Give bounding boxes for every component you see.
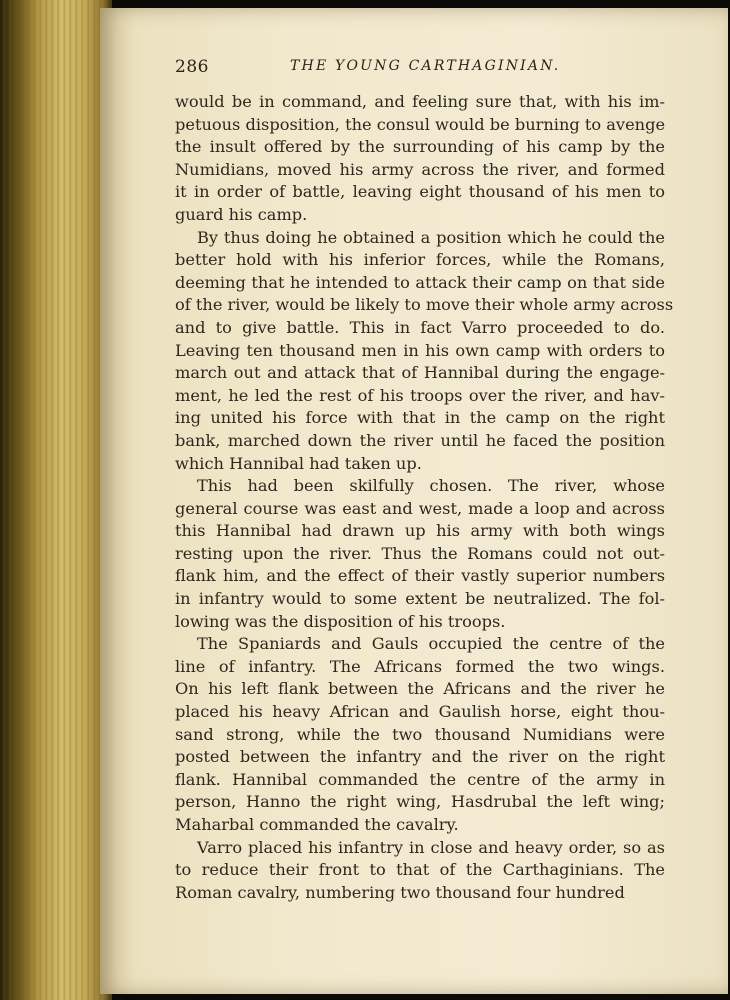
text-line: resting upon the river. Thus the Romans could not out- (175, 543, 665, 563)
text-line: march out and attack that of Hannibal during the engage- (175, 363, 665, 383)
body-text (175, 91, 674, 904)
paragraph (175, 227, 674, 476)
text-line: posted between the infantry and the river on the right (175, 747, 665, 767)
text-line: Roman cavalry, numbering two thousand four hundred (175, 882, 625, 902)
text-line: and to give battle. This in fact Varro proceeded to do. (175, 317, 665, 337)
text-line: Numidians, moved his army across the river, and formed (175, 159, 665, 179)
text-line: which Hannibal had taken up. (175, 453, 422, 473)
text-line: bank, marched down the river until he faced the position (175, 430, 665, 450)
text-line: general course was east and west, made a loop and across (175, 498, 665, 518)
text-line: The Spaniards and Gauls occupied the centre of the (197, 634, 665, 654)
text-line: person, Hanno the right wing, Hasdrubal the left wing; (175, 792, 665, 812)
text-line: in infantry would to some extent be neutralized. The fol- (175, 589, 665, 609)
text-line: placed his heavy African and Gaulish horse, eight thou- (175, 702, 665, 722)
text-line: better hold with his inferior forces, while the Romans, (175, 250, 665, 270)
text-line: this Hannibal had drawn up his army with both wings (175, 521, 665, 541)
text-line: lowing was the disposition of his troops. (175, 611, 506, 631)
page-header (175, 57, 665, 81)
text-line: ing united his force with that in the camp on the right (175, 408, 665, 428)
text-line: On his left flank between the Africans and the river he (175, 679, 665, 699)
text-line: guard his camp. (175, 204, 308, 224)
text-line: to reduce their front to that of the Carthaginians. The (175, 860, 665, 880)
text-line: flank. Hannibal commanded the centre of the army in (175, 769, 665, 789)
running-title: THE YOUNG CARTHAGINIAN. (290, 58, 561, 74)
text-line: of the river, would be likely to move their whole army across (175, 295, 674, 315)
page-number: 286 (175, 57, 209, 77)
paragraph (175, 91, 665, 227)
text-line: flank him, and the effect of their vastly superior numbers (175, 566, 665, 586)
text-line: would be in command, and feeling sure that, with his im- (175, 92, 665, 111)
text-line: deeming that he intended to attack their camp on that side (175, 272, 665, 292)
text-line: petuous disposition, the consul would be burning to avenge (175, 114, 666, 134)
text-line: By thus doing he obtained a position which he could the (197, 227, 665, 247)
text-line: This had been skilfully chosen. The river, whose (197, 476, 665, 496)
text-line: it in order of battle, leaving eight thousand of his men to (175, 182, 665, 202)
text-line: Leaving ten thousand men in his own camp with orders to (175, 340, 665, 360)
text-line: sand strong, while the two thousand Numidians were (175, 724, 665, 744)
paragraph (175, 633, 665, 836)
text-line: the insult offered by the surrounding of his camp by the (175, 137, 665, 157)
paragraph (175, 475, 665, 633)
text-line: line of infantry. The Africans formed the two wings. (175, 656, 665, 676)
paragraph (175, 837, 665, 905)
text-line: Maharbal commanded the cavalry. (175, 815, 459, 834)
text-line: ment, he led the rest of his troops over the river, and hav- (175, 385, 665, 405)
book-page-edges (0, 0, 112, 1000)
text-line: Varro placed his infantry in close and heavy order, so as (197, 837, 665, 857)
